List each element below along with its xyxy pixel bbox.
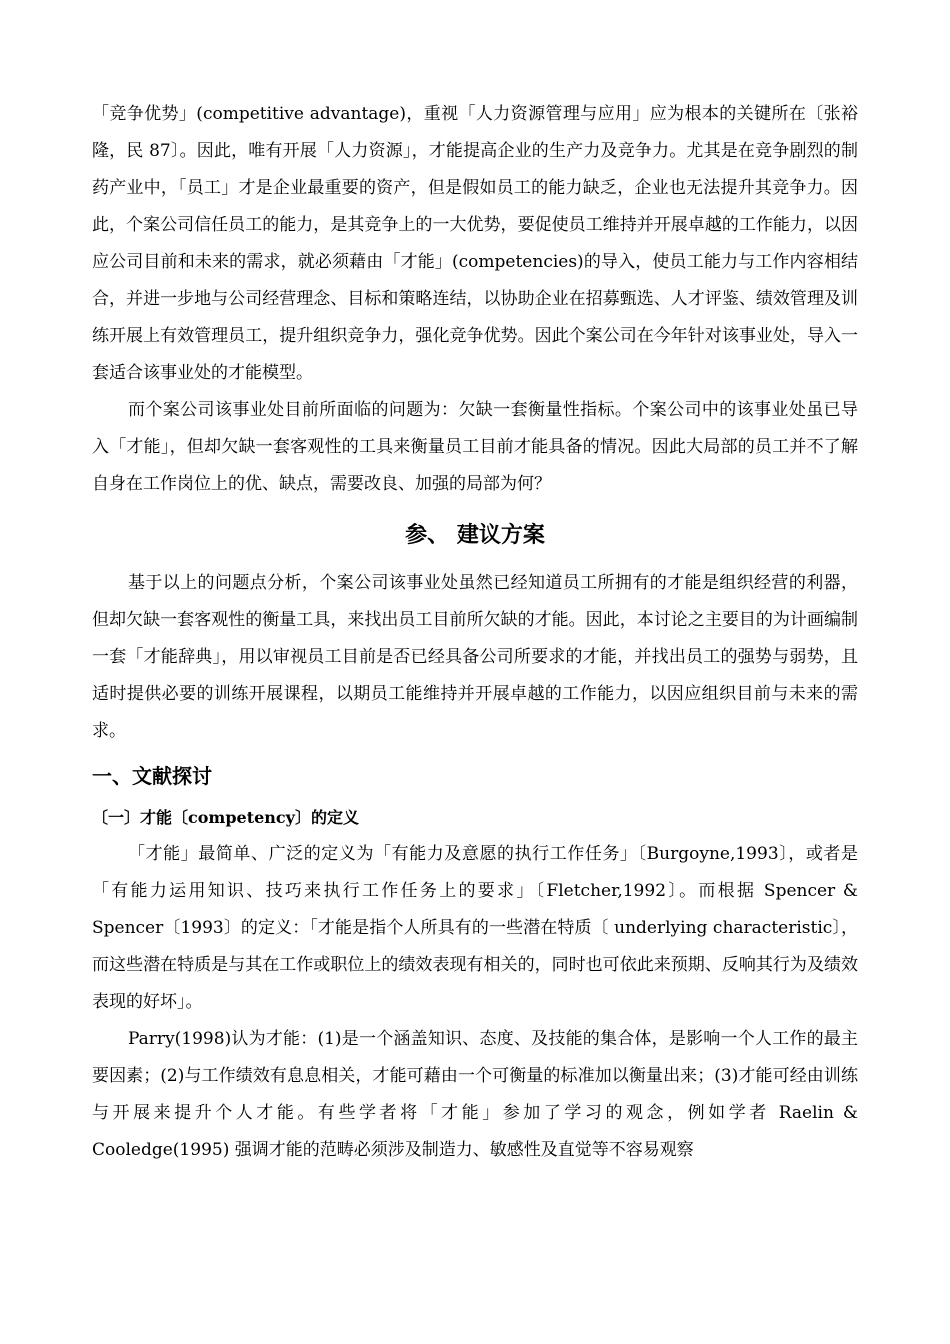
document-page [92,96,858,1169]
heading-competency-definition: 〔一〕才能〔competency〕的定义 [92,808,359,827]
heading-literature-review: 一、文献探讨 [92,764,212,788]
paragraph-competitive-advantage: 「竞争优势」(competitive advantage)，重视「人力资源管理与应用」应为根本的关键所在〔张裕隆，民 87〕。因此，唯有开展「人力资源」，才能提高企业的生产力及竞争力。尤其是在竞争剧烈的制药产业中，「员工」才是企业最重要的资产，但是假如员工的能力缺乏，企业也无法提升其竞争力。因此，个案公司信任员工的能力，是其竞争上的一大优势，要促使员工维持并开展卓越的工作能力，以因应公司目前和未来的需求，就必须藉由「才能」(competencies)的导入，使员工能力与工作内容相结合，并进一步地与公司经营理念、目标和策略连结，以协助企业在招募甄选、人才评鉴、绩效管理及训练开展上有效管理员工，提升组织竞争力，强化竞争优势。因此个案公司在今年针对该事业处，导入一套适合该事业处的才能模型。 [92,104,858,383]
paragraph-problem-statement: 而个案公司该事业处目前所面临的问题为：欠缺一套衡量性指标。个案公司中的该事业处虽已导入「才能」，但却欠缺一套客观性的工具来衡量员工目前才能具备的情况。因此大局部的员工并不了解自身在工作岗位上的优、缺点，需要改良、加强的局部为何？ [92,400,858,494]
paragraph-purpose: 基于以上的问题点分析，个案公司该事业处虽然已经知道员工所拥有的才能是组织经营的利器，但却欠缺一套客观性的衡量工具，来找出员工目前所欠缺的才能。因此，本讨论之主要目的为计画编制一套「才能辞典」，用以审视员工目前是否已经具备公司所要求的才能，并找出员工的强势与弱势，且适时提供必要的训练开展课程，以期员工能维持并开展卓越的工作能力，以因应组织目前与未来的需求。 [92,573,858,741]
paragraph-parry-view: Parry(1998)认为才能：(1)是一个涵盖知识、态度、及技能的集合体，是影响一个人工作的最主要因素；(2)与工作绩效有息息相关，才能可藉由一个可衡量的标准加以衡量出来；(3)才能可经由训练与开展来提升个人才能。有些学者将「才能」参加了学习的观念，例如学者 Raelin & Cooledge(1995) 强调才能的范畴必须涉及制造力、敏感性及直觉等不容易观察 [92,1029,858,1160]
paragraph-competency-definition: 「才能」最简单、广泛的定义为「有能力及意愿的执行工作任务」〔Burgoyne,1993〕，或者是「有能力运用知识、技巧来执行工作任务上的要求」〔Fletcher,1992〕。而根据 Spencer & Spencer〔1993〕的定义：「才能是指个人所具有的一些潜在特质〔 underlying characteristic〕，而这些潜在特质是与其在工作或职位上的绩效表现有相关的，同时也可依此来预期、反响其行为及绩效表现的好坏」。 [92,844,858,1012]
section-heading-proposal: 参、 建议方案 [405,522,545,548]
